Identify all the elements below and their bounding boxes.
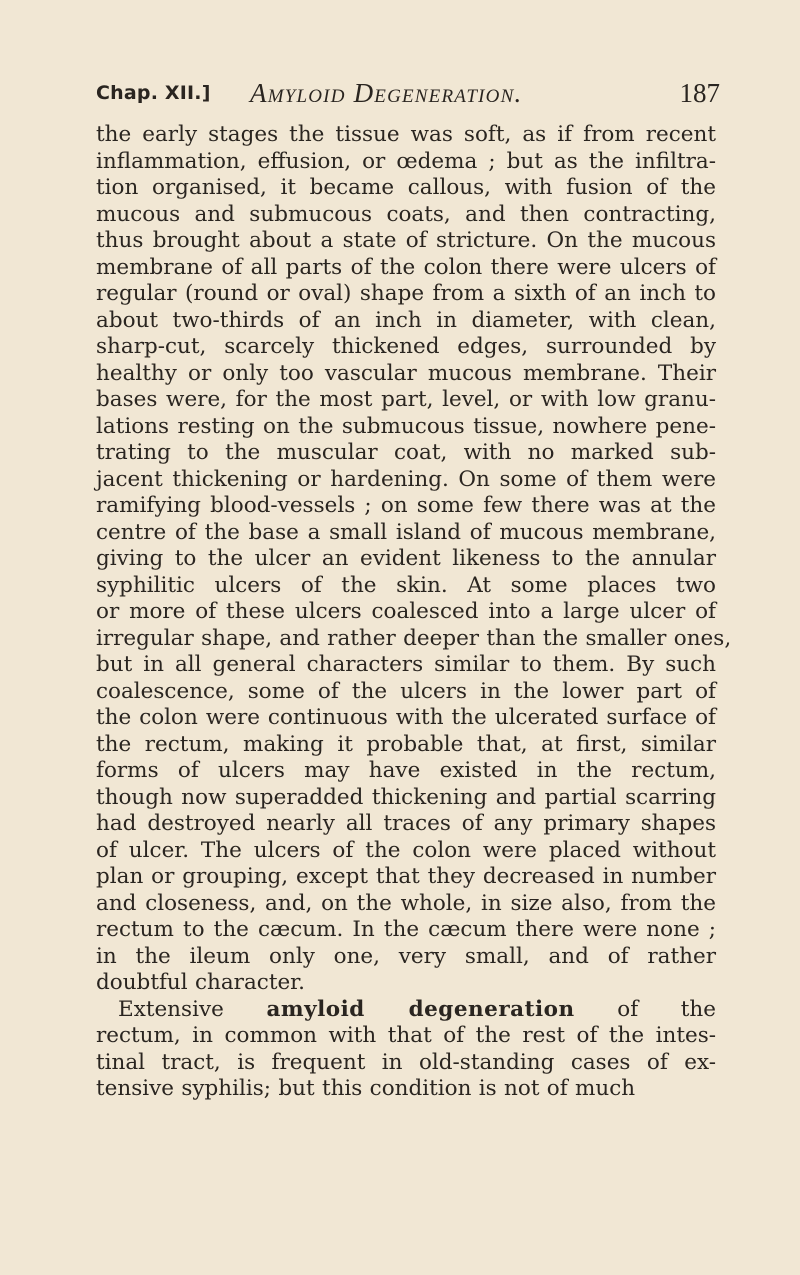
text-line: sharp-cut, scarcely thickened edges, surrounded by	[96, 334, 716, 359]
text-line: irregular shape, and rather deeper than the smaller ones,	[96, 625, 732, 651]
lead-rest: of the	[617, 996, 717, 1022]
text-line: the rectum, making it probable that, at first, similar	[96, 731, 716, 757]
text-line: about two-thirds of an inch in diameter, with clean,	[96, 307, 716, 333]
text-line: rectum to the cæcum. In the cæcum there were none ;	[96, 917, 716, 942]
text-line: regular (round or oval) shape from a sixth of an inch to	[96, 281, 716, 306]
text-line: giving to the ulcer an evident likeness to the annular	[96, 546, 716, 571]
paragraph-2	[96, 997, 716, 1103]
text-line: rectum, in common with that of the rest of the intes-	[96, 1023, 716, 1048]
text-line: in the ileum only one, very small, and of rather	[96, 943, 716, 969]
book-page	[96, 76, 732, 1103]
text-line: centre of the base a small island of mucous membrane,	[96, 519, 716, 545]
page-number: 187	[679, 78, 720, 108]
body-text	[96, 122, 732, 1103]
text-line: of ulcer. The ulcers of the colon were placed without	[96, 837, 716, 863]
text-line: but in all general characters similar to them. By such	[96, 652, 716, 677]
text-line: or more of these ulcers coalesced into a large ulcer of	[96, 599, 716, 624]
text-line: tion organised, it became callous, with fusion of the	[96, 175, 716, 200]
chapter-label: Chap. XII.]	[96, 82, 211, 104]
text-line: though now superadded thickening and partial scarring	[96, 784, 716, 810]
lead-word: Extensive	[118, 996, 224, 1022]
text-line: the colon were continuous with the ulcerated surface of	[96, 705, 716, 730]
text-line: mucous and submucous coats, and then contracting,	[96, 201, 716, 227]
text-line: coalescence, some of the ulcers in the lower part of	[96, 678, 716, 704]
text-line: forms of ulcers may have existed in the rectum,	[96, 758, 716, 783]
text-line: trating to the muscular coat, with no marked sub-	[96, 440, 716, 465]
emphasis-term: amyloid degeneration	[266, 996, 575, 1022]
text-line: membrane of all parts of the colon there were ulcers of	[96, 254, 716, 280]
text-line: thus brought about a state of stricture. On the mucous	[96, 228, 716, 253]
text-line	[96, 997, 716, 1024]
text-line: healthy or only too vascular mucous membrane. Their	[96, 360, 716, 386]
text-line: syphilitic ulcers of the skin. At some places two	[96, 572, 716, 598]
page-title: Amyloid Degeneration.	[250, 78, 523, 108]
text-line: had destroyed nearly all traces of any primary shapes	[96, 811, 716, 836]
text-line: lations resting on the submucous tissue, nowhere pene-	[96, 413, 716, 439]
text-line: the early stages the tissue was soft, as if from recent	[96, 122, 716, 147]
text-line: tensive syphilis; but this condition is not of much	[96, 1076, 636, 1101]
text-line: and closeness, and, on the whole, in size also, from the	[96, 890, 716, 916]
text-line: inflammation, effusion, or œdema ; but as the infiltra-	[96, 148, 716, 174]
text-line: ramifying blood-vessels ; on some few there was at the	[96, 493, 716, 518]
paragraph-1	[96, 122, 732, 997]
text-line: tinal tract, is frequent in old-standing cases of ex-	[96, 1049, 716, 1075]
running-head	[96, 76, 720, 112]
text-line: doubtful character.	[96, 970, 305, 995]
text-line: jacent thickening or hardening. On some of them were	[96, 466, 716, 492]
text-line: bases were, for the most part, level, or with low granu-	[96, 387, 716, 412]
text-line: plan or grouping, except that they decreased in number	[96, 864, 716, 889]
